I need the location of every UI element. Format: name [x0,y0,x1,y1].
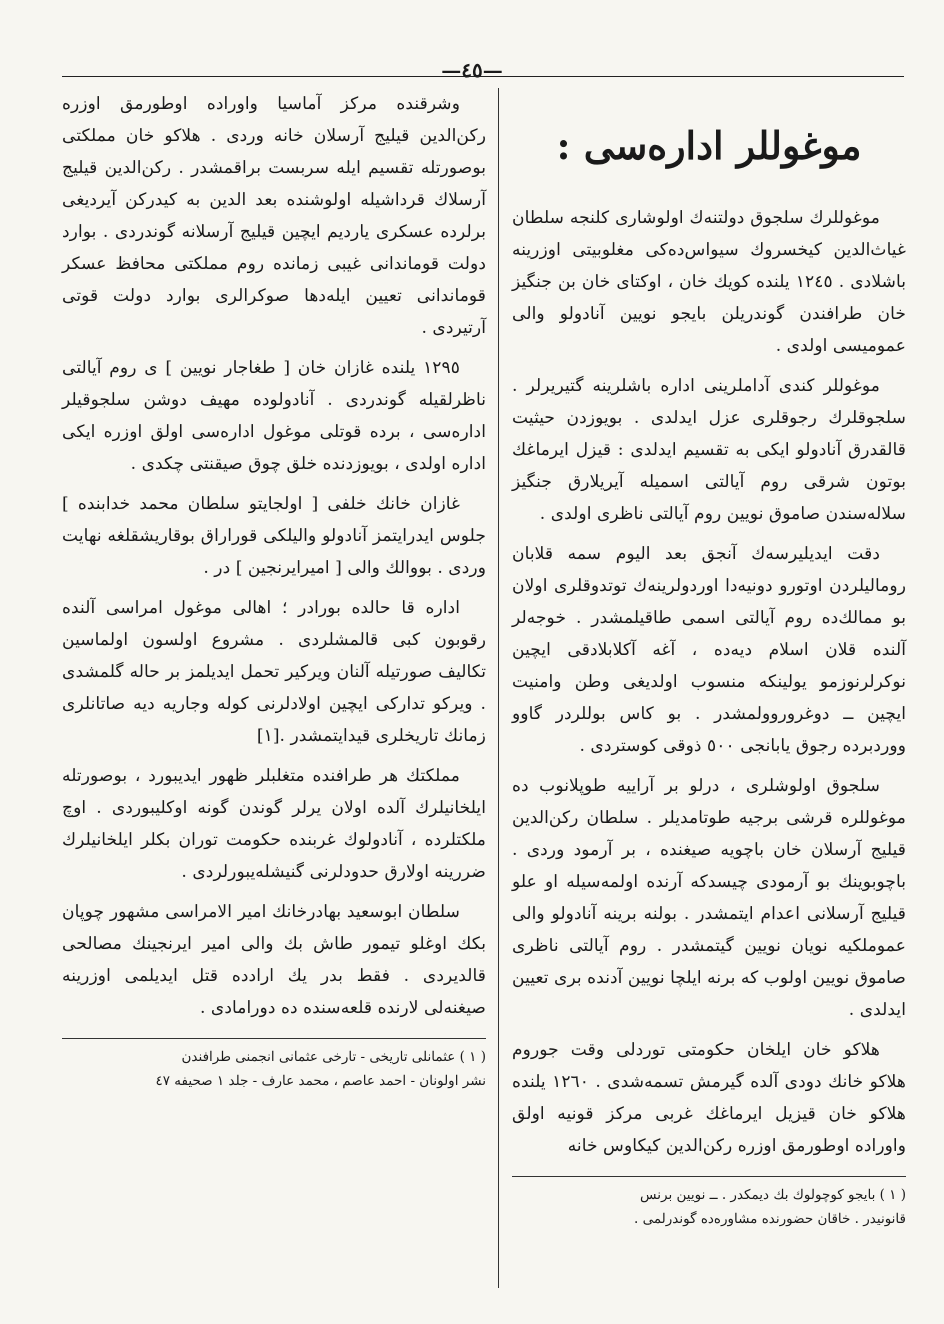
column-divider [498,88,499,1288]
footnote: ( ١ ) بايجو كوچولوك بك ديمكدر . ــ نويين برنس [640,1187,906,1203]
paragraph: وشرقنده مركز آماسيا واوراده اوطورمق اوزره ركن‌الدين قيليج آرسلان خانه وردى . هلاكو خان مملكتى بوصورتله تقسيم ايله سربست براقمشدر . ركن‌الدين قيليج آرسلاك قرداشيله اولوشنده بعد الدين به كيدركن آيرديغى برلرده عسكرى يارديم ايچين قيليج آرسلانه گوندردى . بوارد دولت قوماندانى غيبى زمانده روم مملكتى محافظ عسكر قوماندانى تعيين ايله‌دها صوكرالرى بوارد دولت قوتى آرتيردى . [62,94,486,338]
section-title: موغوللر اداره‌سی : [556,123,862,168]
paragraph: مملكتك هر طرافنده متغلبلر ظهور ايديبورد ، بوصورتله ايلخانيلرك آلده اولان يرلر گوندن گونه اوكليبوردى . اوچ ملكتلرده ، آنادولوك غربنده حكومت توران بكلر ايلخانيلرك ضررينه اولارق حدودلرنى گنيشله‌يبورلردى . [62,766,486,882]
paragraph: موغوللر كندى آداملرينى اداره باشلرينه گتيريرلر . سلجوقلرك رجوقلرى عزل ايدلدى . بويوزدن حيثيت قالقدرق آنادولو ايكى به تقسيم ايدلدى : قيزل ايرماغك بوتون شرقى روم آيالتى اسميله آيريلارق جنگيز سلاله‌سندن صاموق نويين روم آيالتى ناظرى اولدى . [512,376,906,524]
paragraph: اداره قا حالده بورادر ؛ اهالى موغول امراسى آلنده رقوبون كبى قالمشلردى . مشروع اولسون اولماسين تكاليف صورتيله آلنان ويركير تحمل ايديلمز بر حاله گلمشدى . ويركو تداركى ايچين اولادلرنى كوله وجاريه ديه صاتانلرى زمانك تاريخلرى قيدايتمشدر .[١] [62,598,486,746]
footnote: نشر اولونان - احمد عاصم ، محمد عارف - جلد ١ صحيفه ٤٧ [155,1073,486,1089]
paragraph: موغوللرك سلجوق دولتنه‌ك اولوشارى كلنجه سلطان غياث‌الدين كيخسروك سيواس‌ده‌كى مغلوبيتى اوزرينه باشلادى . ١٢٤٥ يلنده كويك خان ، اوكتاى خان بن جنگيز خان طرافندن گوندريلن بايجو نويين آنادولو والى عمومیسى اولدى . [512,208,906,356]
footnote-rule [512,1176,906,1177]
left-column [62,88,486,1093]
paragraph: غازان خانك خلفى [ اولجايتو سلطان محمد خدابنده ] جلوس ايدرايتمز آنادولو واليلكى قوراراق بوقاريشقلغه نهايت وردى . بووالك والى [ اميرايرنجين ] در . [62,494,486,578]
paragraph: هلاكو خان ايلخان حكومتى توردلى وقت جوروم هلاكو خانك دودى آلده گيرمش تسمه‌شدى . ١٢٦٠ يلنده هلاكو خان قيزيل ايرماغك غربى مركز قونيه اولق واوراده اوطورمق اوزره ركن‌الدين كيكاوس خانه [512,1040,906,1156]
paragraph: سلطان ابوسعيد بهادرخانك امير الامراسى مشهور چوپان بكك اوغلو تيمور طاش بك والى امير ايرنجينك مصالحى قالديردى . فقط بدر يك ارادده قتل ايديلمى اوزرينه صيغنه‌لى لارنده قلعه‌سنده ده دورامادى . [62,902,486,1018]
paragraph: سلجوق اولوشلرى ، درلو بر آراييه طوپلانوب ده موغوللره قرشى برجيه طوتامديلر . سلطان ركن‌الدين قيليج آرسلان خان باچويه صيغنده ، بر آرمود وردى . باچوبوينك بو آرمودى چيسدكه آرنده اولمه‌سيله او علو قيليج آرسلانى اعدام ايتمشدر . بولنه برينه آنادولو والى عموملكيه نويان نويين گيتمشدر . روم آيالتى ناظرى صاموق نويين اولوب كه برنه ايلچا نويين آدنده برى تعيين ايدلدى . [512,776,906,1020]
paragraph: دقت ايديليرسه‌ك آنجق بعد اليوم سمه قلابان روماليلردن اوتورو دونيه‌دا اوردولرينه‌ك توتدوقلرى اولان بو ممالك‌ده روم آيالتى اسمى طاقيلمشدر . خوجه‌لر آلنده قلان اسلام ديه‌ده ، آغه آكلابلادقى ايچين نوكرلرنوزمو يولينكه منسوب اولديغى وطن وامنيت ايچين ــ دوغروروولمشدر . بو كاس بوللردر گاوو ووردبرده رجوق يابانجى ٥٠٠ ذوقى كوستردى . [512,544,906,756]
header-rule [62,76,904,77]
paragraph: ١٢٩٥ يلنده غازان خان [ طغاجار نويين ] ى روم آيالتى ناظرلقيله گوندردى . آنادولوده مهيف دوشن سلجوقيلر اداره‌سى ، برده قوتلى موغول اداره‌سى اولق اوزره ايكى اداره اولدى ، بويوزدنده خلق چوق صيقنتى چكدى . [62,358,486,474]
page-number: —٤٥— [441,58,503,82]
footnote: قانونيدر . خاقان حضورنده مشاوره‌ده گوندرلمى . [634,1211,906,1227]
footnote: ( ١ ) عثمانلى تاريخى - تارخى عثمانى انجمنى طرافندن [181,1049,486,1065]
footnote-rule [62,1038,486,1039]
right-column [512,88,906,1231]
